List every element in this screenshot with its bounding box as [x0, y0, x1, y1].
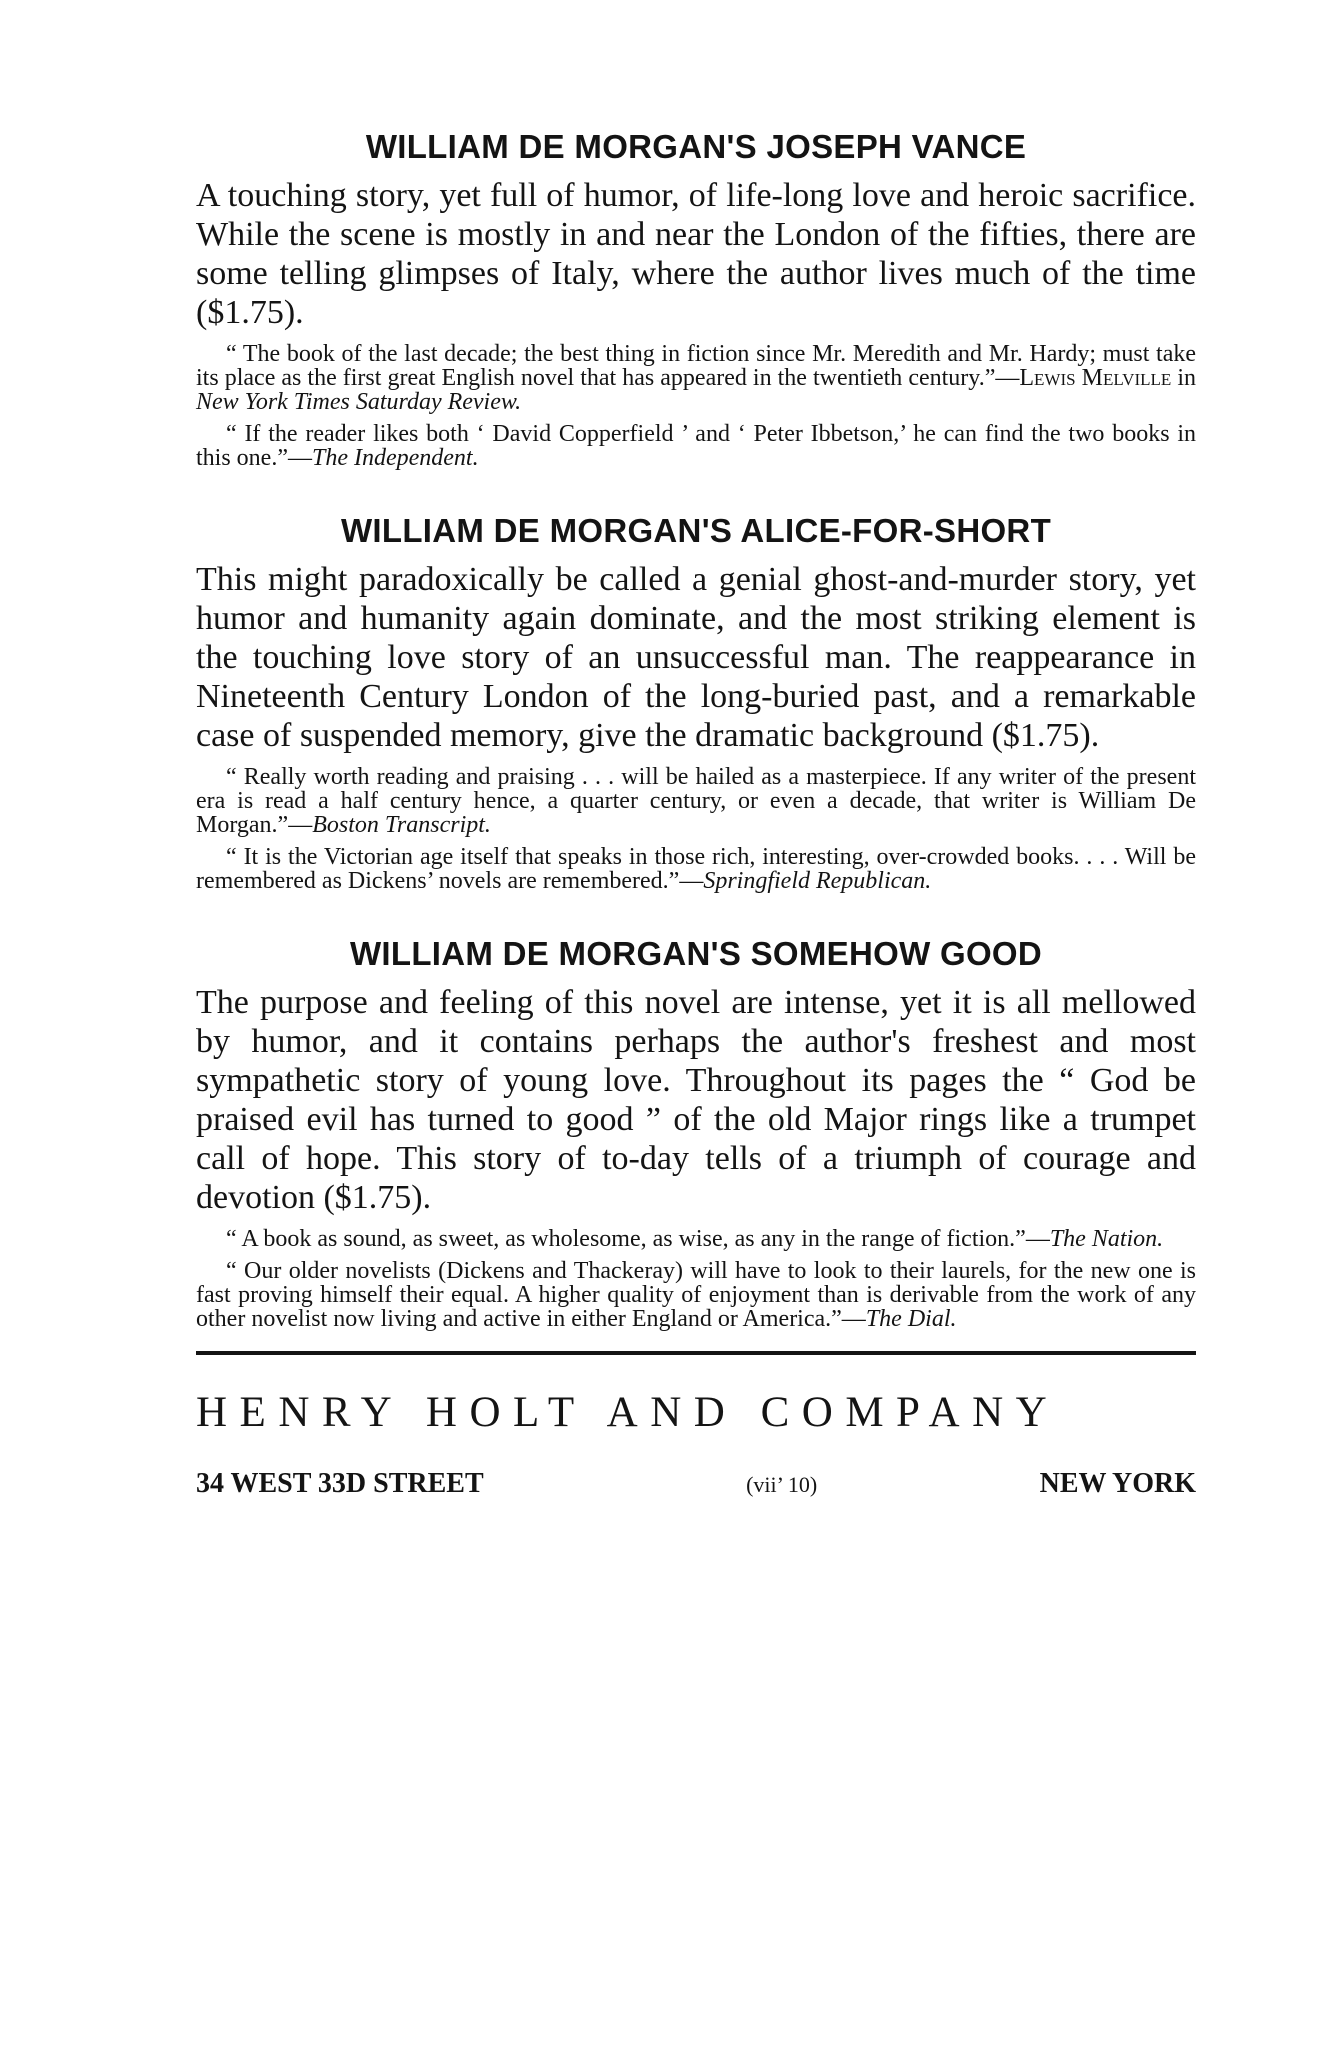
street-address: 34 WEST 33D STREET	[196, 1467, 484, 1499]
review-quote	[196, 1259, 1196, 1331]
section-description: This might paradoxically be called a genial ghost-and-murder story, yet humor and humanity again dominate, and the most striking element is the touching love story of an unsuccessful man. The reappearance in Nineteenth Century London of the long-buried past, and a remarkable case of suspended memory, give the dramatic background ($1.75).	[196, 560, 1196, 754]
review-quote	[196, 342, 1196, 414]
publisher-footer	[196, 1388, 1196, 1500]
review-text: “ Our older novelists (Dickens and Thackeray) will have to look to their laurels, for the new one is fast proving himself their equal. A higher quality of enjoyment than is derivable from the work of any other novelist now living and active in either England or America.”—	[196, 1257, 1196, 1332]
review-source: The Dial.	[865, 1305, 957, 1332]
section-description: The purpose and feeling of this novel are intense, yet it is all mellowed by humor, and it contains perhaps the author's freshest and most sympathetic story of young love. Throughout its pages the “ God be praised evil has turned to good ” of the old Major rings like a trumpet call of hope. This story of to-day tells of a triumph of courage and devotion ($1.75).	[196, 983, 1196, 1216]
review-source: The Nation.	[1049, 1225, 1164, 1252]
section-alice-for-short	[196, 512, 1196, 893]
review-quote	[196, 765, 1196, 837]
review-text: “ Really worth reading and praising . . . will be hailed as a masterpiece. If any writer of the present era is read a half century hence, a quarter century, or even a decade, that writer is William De Morgan.”—	[196, 763, 1196, 838]
section-heading: WILLIAM DE MORGAN'S ALICE-FOR-SHORT	[340, 511, 1052, 549]
print-code: (vii’ 10)	[746, 1471, 818, 1497]
section-heading: WILLIAM DE MORGAN'S JOSEPH VANCE	[365, 128, 1027, 165]
section-description: A touching story, yet full of humor, of life-long love and heroic sacrifice. While the scene is mostly in and near the London of the fifties, there are some telling glimpses of Italy, where the author lives much of the time ($1.75).	[196, 176, 1196, 331]
city: NEW YORK	[1039, 1467, 1196, 1499]
review-quote	[196, 422, 1196, 470]
review-quote	[196, 1227, 1196, 1251]
review-author: Lewis Melville	[1019, 364, 1172, 391]
publisher-address-line	[196, 1468, 1196, 1500]
divider-rule	[196, 1351, 1196, 1355]
review-source: New York Times Saturday Review.	[196, 388, 522, 415]
review-connector: in	[1171, 364, 1196, 391]
review-quote	[196, 845, 1196, 893]
review-text: “ It is the Victorian age itself that speaks in those rich, interesting, over-crowded books. . . . Will be remembered as Dickens’ novels are remembered.”—	[196, 843, 1196, 894]
review-source: Springfield Republican.	[703, 867, 932, 894]
publisher-name: HENRY HOLT AND COMPANY	[196, 1388, 1060, 1436]
section-somehow-good	[196, 935, 1196, 1331]
section-joseph-vance	[196, 128, 1196, 470]
review-text: “ A book as sound, as sweet, as wholesome, as wise, as any in the range of fiction.”—	[226, 1225, 1050, 1252]
review-text: “ The book of the last decade; the best thing in fiction since Mr. Meredith and Mr. Hardy; must take its place as the first great English novel that has appeared in the twentieth century.”—	[196, 340, 1196, 391]
advertisement-page	[196, 128, 1196, 1500]
review-text: “ If the reader likes both ‘ David Copperfield ’ and ‘ Peter Ibbetson,’ he can find the two books in this one.”—	[196, 420, 1196, 471]
section-heading: WILLIAM DE MORGAN'S SOMEHOW GOOD	[349, 934, 1043, 972]
review-source: The Independent.	[311, 444, 479, 471]
review-source: Boston Transcript.	[312, 811, 491, 838]
